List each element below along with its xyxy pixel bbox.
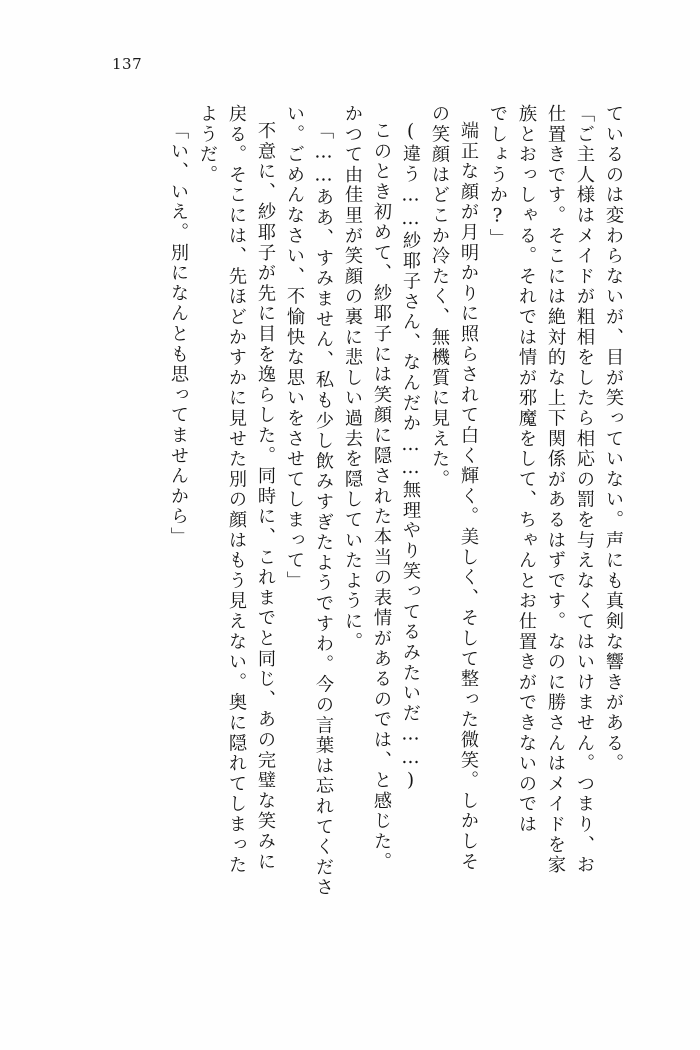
text-line: 不意に、紗耶子が先に目を逸らした。同時に、これまでと同じ、あの完璧な笑みに: [255, 121, 276, 873]
text-line: かつて由佳里が笑顔の裏に悲しい過去を隠していたように。: [342, 104, 363, 653]
vertical-text-body: [80, 104, 628, 982]
text-line: 端正な顔が月明かりに照らされて白く輝く。美しく、そして整った微笑。しかしそ: [458, 121, 479, 873]
text-line: の笑顔はどこか冷たく、無機質に見えた。: [429, 104, 450, 490]
text-line: ているのは変わらないが、目が笑っていない。声にも真剣な響きがある。: [603, 104, 624, 774]
text-line: い。ごめんなさい、不愉快な思いをさせてしまって」: [284, 104, 305, 592]
text-line: 「……ああ、すみません、私も少し飲みすぎたようですわ。今の言葉は忘れてくださ: [313, 121, 334, 898]
text-line: 「い、いえ。別になんとも思ってませんから」: [168, 121, 189, 548]
text-line: 「ご主人様はメイドが粗相をしたら相応の罰を与えなくてはいけません。つまり、お: [574, 104, 595, 876]
text-line: ようだ。: [197, 104, 218, 186]
text-line: でしょうか?」: [487, 104, 508, 249]
text-line: このとき初めて、紗耶子には笑顔に隠された本当の表情があるのでは、と感じた。: [371, 121, 392, 873]
text-line: 戻る。そこには、先ほどかすかに見せた別の顔はもう見えない。奥に隠れてしまった: [226, 104, 247, 876]
text-line: (違う……紗耶子さん、なんだか……無理やり笑ってるみたいだ……): [400, 121, 421, 793]
text-line: 族とおっしゃる。それでは情が邪魔をして、ちゃんとお仕置きができないのでは: [516, 104, 537, 835]
text-line: 仕置きです。そこには絶対的な上下関係があるはずです。なのに勝さんはメイドを家: [545, 104, 566, 876]
page-number: 137: [112, 55, 143, 73]
